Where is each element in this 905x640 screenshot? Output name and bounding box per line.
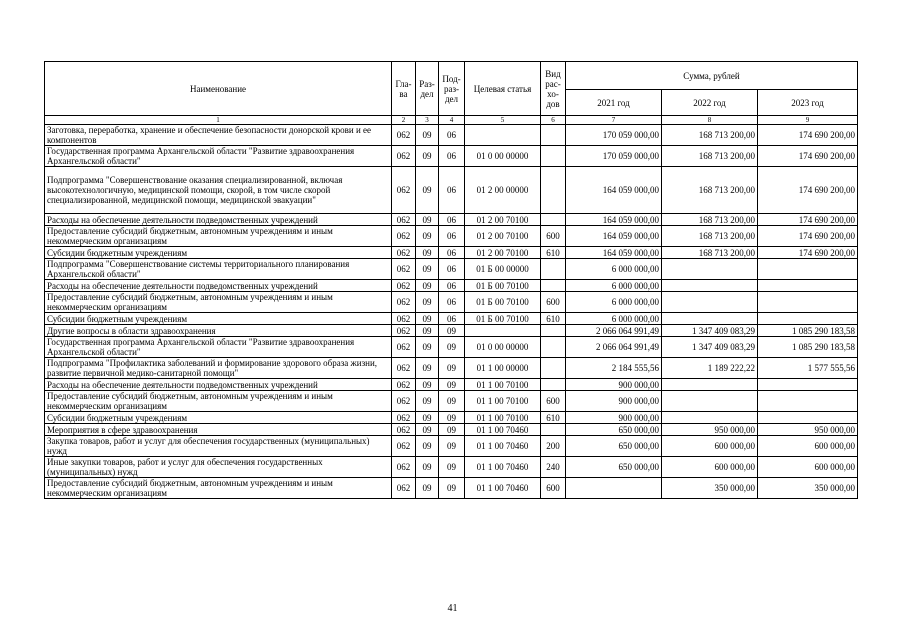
row-glava: 062: [392, 214, 416, 226]
table-row: [45, 436, 858, 457]
table-row: [45, 457, 858, 478]
page-number: 41: [447, 603, 458, 614]
row-target: 01 1 00 70100: [465, 379, 541, 391]
row-podrazdel: 09: [439, 412, 465, 424]
header-year-2022: 2022 год: [662, 90, 758, 116]
row-name: Предоставление субсидий бюджетным, автономным учреждениям и иным некоммерческим организациям: [45, 478, 392, 499]
row-glava: 062: [392, 478, 416, 499]
row-vid: 600: [541, 226, 566, 247]
row-sum-2021: 2 066 064 991,49: [566, 325, 662, 337]
row-sum-2022: 1 347 409 083,29: [662, 325, 758, 337]
row-razdel: 09: [416, 358, 439, 379]
row-razdel: 09: [416, 325, 439, 337]
row-sum-2023: 600 000,00: [758, 436, 858, 457]
row-sum-2023: 1 085 290 183,58: [758, 337, 858, 358]
row-razdel: 09: [416, 412, 439, 424]
row-sum-2022: [662, 379, 758, 391]
row-sum-2021: 6 000 000,00: [566, 292, 662, 313]
table-row: [45, 146, 858, 167]
table-row: [45, 337, 858, 358]
row-sum-2021: 164 059 000,00: [566, 247, 662, 259]
row-target: 01 1 00 70100: [465, 412, 541, 424]
row-podrazdel: 06: [439, 259, 465, 280]
row-sum-2022: [662, 412, 758, 424]
row-razdel: 09: [416, 436, 439, 457]
table-row: [45, 379, 858, 391]
row-glava: 062: [392, 247, 416, 259]
row-podrazdel: 09: [439, 325, 465, 337]
row-vid: [541, 125, 566, 146]
row-vid: 610: [541, 313, 566, 325]
header-glava: Гла-ва: [392, 62, 416, 116]
header-target: Целевая статья: [465, 62, 541, 116]
row-razdel: 09: [416, 379, 439, 391]
row-vid: 600: [541, 391, 566, 412]
row-target: 01 1 00 70460: [465, 457, 541, 478]
row-vid: [541, 325, 566, 337]
row-sum-2021: 164 059 000,00: [566, 167, 662, 214]
table-row: [45, 259, 858, 280]
row-razdel: 09: [416, 478, 439, 499]
row-vid: [541, 337, 566, 358]
row-razdel: 09: [416, 214, 439, 226]
row-vid: [541, 146, 566, 167]
budget-table: [44, 61, 858, 499]
row-sum-2021: 170 059 000,00: [566, 125, 662, 146]
row-podrazdel: 09: [439, 478, 465, 499]
row-target: 01 Б 00 70100: [465, 313, 541, 325]
row-sum-2022: 168 713 200,00: [662, 226, 758, 247]
row-vid: [541, 259, 566, 280]
header-year-2021: 2021 год: [566, 90, 662, 116]
row-glava: 062: [392, 358, 416, 379]
row-sum-2021: 6 000 000,00: [566, 259, 662, 280]
row-razdel: 09: [416, 313, 439, 325]
row-name: Расходы на обеспечение деятельности подведомственных учреждений: [45, 214, 392, 226]
row-sum-2023: 174 690 200,00: [758, 214, 858, 226]
row-name: Подпрограмма "Совершенствование системы территориального планирования Архангельской области": [45, 259, 392, 280]
row-sum-2022: 600 000,00: [662, 436, 758, 457]
row-sum-2022: 168 713 200,00: [662, 146, 758, 167]
table-row: [45, 424, 858, 436]
row-sum-2022: [662, 280, 758, 292]
row-podrazdel: 06: [439, 167, 465, 214]
row-target: 01 1 00 00000: [465, 358, 541, 379]
row-target: [465, 125, 541, 146]
row-vid: [541, 424, 566, 436]
row-glava: 062: [392, 325, 416, 337]
row-target: 01 1 00 70460: [465, 478, 541, 499]
row-razdel: 09: [416, 337, 439, 358]
row-sum-2023: 1 577 555,56: [758, 358, 858, 379]
table-row: [45, 358, 858, 379]
row-razdel: 09: [416, 146, 439, 167]
column-index: 6: [541, 116, 566, 125]
column-index: 4: [439, 116, 465, 125]
row-sum-2021: [566, 478, 662, 499]
row-razdel: 09: [416, 167, 439, 214]
row-podrazdel: 09: [439, 337, 465, 358]
row-name: Субсидии бюджетным учреждениям: [45, 247, 392, 259]
row-sum-2023: 350 000,00: [758, 478, 858, 499]
row-name: Предоставление субсидий бюджетным, автономным учреждениям и иным некоммерческим организациям: [45, 226, 392, 247]
row-razdel: 09: [416, 424, 439, 436]
row-target: 01 2 00 70100: [465, 214, 541, 226]
row-sum-2023: 174 690 200,00: [758, 247, 858, 259]
row-name: Закупка товаров, работ и услуг для обеспечения государственных (муниципальных) нужд: [45, 436, 392, 457]
row-sum-2021: 6 000 000,00: [566, 280, 662, 292]
row-glava: 062: [392, 313, 416, 325]
row-vid: [541, 358, 566, 379]
table-row: [45, 167, 858, 214]
row-sum-2022: 600 000,00: [662, 457, 758, 478]
row-sum-2022: [662, 313, 758, 325]
row-sum-2023: 174 690 200,00: [758, 125, 858, 146]
row-target: 01 0 00 00000: [465, 337, 541, 358]
row-sum-2021: 900 000,00: [566, 379, 662, 391]
row-razdel: 09: [416, 280, 439, 292]
row-name: Предоставление субсидий бюджетным, автономным учреждениям и иным некоммерческим организациям: [45, 391, 392, 412]
column-index-row: [45, 116, 858, 125]
table-body: [45, 125, 858, 499]
row-vid: [541, 214, 566, 226]
column-index: 5: [465, 116, 541, 125]
row-sum-2022: [662, 292, 758, 313]
row-glava: 062: [392, 280, 416, 292]
header-sum: Сумма, рублей: [566, 62, 858, 90]
row-sum-2021: 650 000,00: [566, 457, 662, 478]
row-name: Предоставление субсидий бюджетным, автономным учреждениям и иным некоммерческим организациям: [45, 292, 392, 313]
row-name: Расходы на обеспечение деятельности подведомственных учреждений: [45, 280, 392, 292]
row-podrazdel: 09: [439, 436, 465, 457]
row-sum-2023: 950 000,00: [758, 424, 858, 436]
row-target: 01 1 00 70460: [465, 424, 541, 436]
row-sum-2021: 164 059 000,00: [566, 214, 662, 226]
row-sum-2023: [758, 259, 858, 280]
table-row: [45, 214, 858, 226]
row-razdel: 09: [416, 292, 439, 313]
table-row: [45, 313, 858, 325]
row-sum-2021: 900 000,00: [566, 412, 662, 424]
row-sum-2022: 1 189 222,22: [662, 358, 758, 379]
row-target: 01 Б 00 70100: [465, 292, 541, 313]
row-name: Заготовка, переработка, хранение и обеспечение безопасности донорской крови и ее компонентов: [45, 125, 392, 146]
row-podrazdel: 06: [439, 247, 465, 259]
row-podrazdel: 09: [439, 424, 465, 436]
row-sum-2023: 600 000,00: [758, 457, 858, 478]
row-glava: 062: [392, 337, 416, 358]
column-index: 1: [45, 116, 392, 125]
row-vid: 240: [541, 457, 566, 478]
row-podrazdel: 06: [439, 292, 465, 313]
row-name: Иные закупки товаров, работ и услуг для обеспечения государственных (муниципальных) нужд: [45, 457, 392, 478]
table-row: [45, 125, 858, 146]
row-glava: 062: [392, 167, 416, 214]
column-index: 2: [392, 116, 416, 125]
row-target: 01 1 00 70100: [465, 391, 541, 412]
row-vid: 200: [541, 436, 566, 457]
row-sum-2023: [758, 391, 858, 412]
row-sum-2021: 900 000,00: [566, 391, 662, 412]
row-sum-2022: 168 713 200,00: [662, 125, 758, 146]
header-podrazdel: Под-раз-дел: [439, 62, 465, 116]
row-sum-2021: 6 000 000,00: [566, 313, 662, 325]
row-sum-2022: 168 713 200,00: [662, 247, 758, 259]
row-glava: 062: [392, 379, 416, 391]
row-podrazdel: 06: [439, 280, 465, 292]
row-sum-2023: [758, 412, 858, 424]
row-podrazdel: 09: [439, 391, 465, 412]
row-sum-2022: 350 000,00: [662, 478, 758, 499]
row-podrazdel: 06: [439, 125, 465, 146]
row-glava: 062: [392, 436, 416, 457]
table-row: [45, 478, 858, 499]
row-sum-2023: [758, 280, 858, 292]
row-glava: 062: [392, 412, 416, 424]
row-name: Другие вопросы в области здравоохранения: [45, 325, 392, 337]
row-razdel: 09: [416, 457, 439, 478]
row-target: 01 1 00 70460: [465, 436, 541, 457]
row-vid: 610: [541, 247, 566, 259]
column-index: 7: [566, 116, 662, 125]
row-podrazdel: 06: [439, 214, 465, 226]
row-vid: 610: [541, 412, 566, 424]
column-index: 3: [416, 116, 439, 125]
column-index: 8: [662, 116, 758, 125]
row-podrazdel: 09: [439, 379, 465, 391]
row-vid: 600: [541, 478, 566, 499]
row-sum-2022: [662, 259, 758, 280]
row-sum-2022: 1 347 409 083,29: [662, 337, 758, 358]
row-podrazdel: 09: [439, 358, 465, 379]
header-vid: Вид рас-хо-дов: [541, 62, 566, 116]
table-row: [45, 325, 858, 337]
table-row: [45, 292, 858, 313]
table-row: [45, 391, 858, 412]
row-sum-2023: 174 690 200,00: [758, 226, 858, 247]
row-name: Субсидии бюджетным учреждениям: [45, 412, 392, 424]
row-razdel: 09: [416, 391, 439, 412]
row-sum-2023: 174 690 200,00: [758, 146, 858, 167]
row-sum-2021: 170 059 000,00: [566, 146, 662, 167]
row-podrazdel: 09: [439, 457, 465, 478]
row-target: 01 2 00 00000: [465, 167, 541, 214]
row-glava: 062: [392, 259, 416, 280]
header-year-2023: 2023 год: [758, 90, 858, 116]
row-sum-2022: 168 713 200,00: [662, 167, 758, 214]
row-glava: 062: [392, 457, 416, 478]
row-vid: [541, 167, 566, 214]
row-name: Мероприятия в сфере здравоохранения: [45, 424, 392, 436]
row-razdel: 09: [416, 259, 439, 280]
row-sum-2021: 650 000,00: [566, 424, 662, 436]
row-sum-2022: 950 000,00: [662, 424, 758, 436]
row-glava: 062: [392, 391, 416, 412]
row-razdel: 09: [416, 247, 439, 259]
row-podrazdel: 06: [439, 146, 465, 167]
row-sum-2022: [662, 391, 758, 412]
row-glava: 062: [392, 424, 416, 436]
row-razdel: 09: [416, 226, 439, 247]
row-sum-2023: [758, 379, 858, 391]
row-podrazdel: 06: [439, 313, 465, 325]
row-name: Субсидии бюджетным учреждениям: [45, 313, 392, 325]
row-sum-2022: 168 713 200,00: [662, 214, 758, 226]
header-name: Наименование: [45, 62, 392, 116]
row-target: 01 Б 00 00000: [465, 259, 541, 280]
row-sum-2021: 2 066 064 991,49: [566, 337, 662, 358]
row-target: 01 0 00 00000: [465, 146, 541, 167]
row-target: 01 2 00 70100: [465, 226, 541, 247]
row-sum-2021: 164 059 000,00: [566, 226, 662, 247]
row-name: Расходы на обеспечение деятельности подведомственных учреждений: [45, 379, 392, 391]
row-name: Государственная программа Архангельской области "Развитие здравоохранения Архангельской области": [45, 146, 392, 167]
row-vid: [541, 379, 566, 391]
row-name: Подпрограмма "Совершенствование оказания специализированной, включая высокотехнологичную, медицинской помощи, скорой, в том числе скорой специализированной, медицинской помощи, медицинской эвакуации": [45, 167, 392, 214]
table-row: [45, 226, 858, 247]
row-glava: 062: [392, 125, 416, 146]
row-vid: 600: [541, 292, 566, 313]
row-sum-2023: 174 690 200,00: [758, 167, 858, 214]
table-row: [45, 412, 858, 424]
row-sum-2021: 650 000,00: [566, 436, 662, 457]
row-razdel: 09: [416, 125, 439, 146]
row-sum-2023: [758, 313, 858, 325]
row-glava: 062: [392, 292, 416, 313]
row-target: 01 2 00 70100: [465, 247, 541, 259]
row-sum-2023: 1 085 290 183,58: [758, 325, 858, 337]
row-vid: [541, 280, 566, 292]
row-podrazdel: 06: [439, 226, 465, 247]
column-index: 9: [758, 116, 858, 125]
row-glava: 062: [392, 226, 416, 247]
table-row: [45, 247, 858, 259]
row-name: Государственная программа Архангельской области "Развитие здравоохранения Архангельской области": [45, 337, 392, 358]
header-razdel: Раз-дел: [416, 62, 439, 116]
row-target: 01 Б 00 70100: [465, 280, 541, 292]
row-sum-2023: [758, 292, 858, 313]
row-target: [465, 325, 541, 337]
row-sum-2021: 2 184 555,56: [566, 358, 662, 379]
row-name: Подпрограмма "Профилактика заболеваний и формирование здорового образа жизни, развитие первичной медико-санитарной помощи": [45, 358, 392, 379]
table-row: [45, 280, 858, 292]
row-glava: 062: [392, 146, 416, 167]
